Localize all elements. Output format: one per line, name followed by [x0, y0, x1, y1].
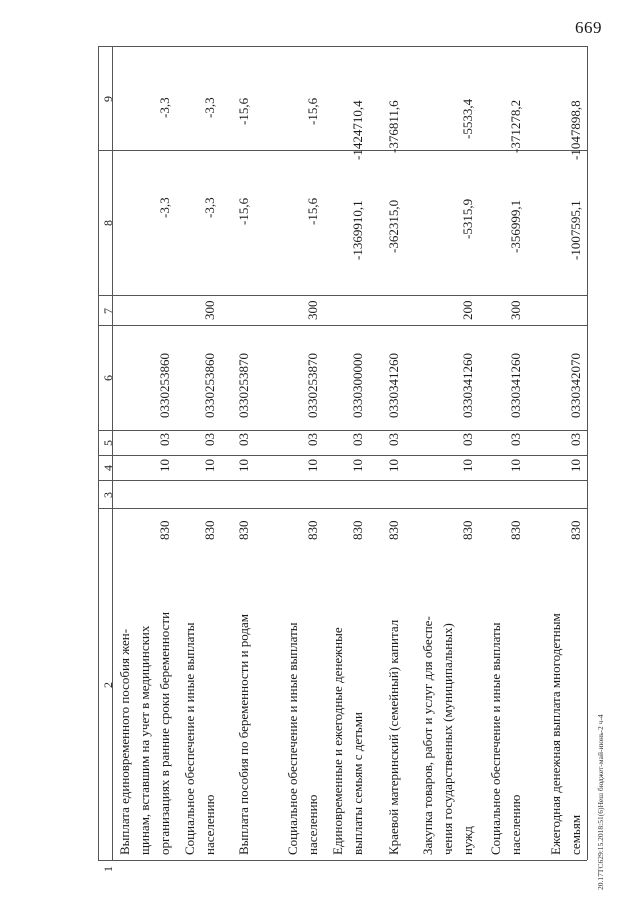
col6-value-text: 0330341260	[386, 353, 401, 418]
col4-value-text: 10	[305, 459, 320, 472]
col6-value-text: 0330300000	[350, 353, 365, 418]
col4-value-text: 10	[157, 459, 172, 472]
column-header-label: 9	[101, 96, 115, 102]
column-header-label: 8	[101, 220, 115, 226]
row-name-text: населению	[202, 794, 217, 855]
row-name-text: Выплата пособия по беременности и родам	[236, 613, 251, 855]
col4-value-text: 10	[568, 459, 583, 472]
row-name-text: чения государственных (муниципальных)	[440, 623, 455, 855]
column-border	[98, 325, 587, 326]
col3-value-text: 830	[236, 520, 251, 540]
column-border	[98, 508, 587, 509]
col4-value-text: 10	[386, 459, 401, 472]
column-border	[98, 430, 587, 431]
row-name-text: организациях в ранние сроки беременности	[157, 611, 172, 855]
col9-value-text: -3,3	[202, 97, 217, 118]
col4-value-text: 10	[508, 459, 523, 472]
col7-value-text: 300	[305, 300, 320, 320]
col3-value-text: 830	[386, 520, 401, 540]
page-number: 669	[575, 18, 602, 37]
col4-value-text: 10	[202, 459, 217, 472]
column-border	[98, 480, 587, 481]
col9-value-text: -15,6	[305, 97, 320, 125]
col9-value-text: -3,3	[157, 97, 172, 118]
col5-value-text: 03	[460, 433, 475, 446]
col8-value-text: -356999,1	[508, 199, 523, 253]
column-header-label: 4	[101, 465, 115, 471]
column-header-label: 3	[101, 492, 115, 498]
col4-value-text: 10	[350, 459, 365, 472]
col6-value-text: 0330341260	[460, 353, 475, 418]
col9-value-text: -5533,4	[460, 98, 475, 139]
column-header-label: 5	[101, 440, 115, 446]
col6-value-text: 0330342070	[568, 353, 583, 418]
col7-value-text: 300	[508, 300, 523, 320]
side-note-text: 20.17ТС629:15.2018:51(6)Неш бюджет-май-июнь-2 ч-4	[596, 714, 605, 890]
col5-value-text: 03	[236, 433, 251, 446]
col8-value-text: -362315,0	[386, 199, 401, 253]
col9-value-text: -376811,6	[386, 100, 401, 153]
row-name-text: выплаты семьям с детьми	[350, 712, 365, 855]
column-border	[98, 860, 587, 861]
col9-value-text: -1424710,4	[350, 100, 365, 160]
row-name-text: Ежегодная денежная выплата многодетным	[548, 613, 563, 855]
col5-value-text: 03	[350, 433, 365, 446]
column-header-label: 2	[101, 682, 115, 688]
row-name-text: щинам, вставшим на учет в медицинских	[137, 625, 152, 855]
col8-value-text: -15,6	[236, 197, 251, 225]
col5-value-text: 03	[386, 433, 401, 446]
row-name-text: населению	[305, 794, 320, 855]
col8-value-text: -5315,9	[460, 198, 475, 239]
col5-value-text: 03	[202, 433, 217, 446]
col6-value-text: 0330253870	[236, 353, 251, 418]
row-border	[112, 46, 113, 860]
col9-value-text: -15,6	[236, 97, 251, 125]
row-border	[587, 46, 588, 860]
row-name-text: населению	[508, 794, 523, 855]
col8-value-text: -1369910,1	[350, 200, 365, 260]
col3-value-text: 830	[460, 520, 475, 540]
col8-value-text: -1007595,1	[568, 200, 583, 260]
col3-value-text: 830	[508, 520, 523, 540]
row-name-text: Закупка товаров, работ и услуг для обеспе-	[420, 616, 435, 855]
col4-value-text: 10	[460, 459, 475, 472]
col3-value-text: 830	[350, 520, 365, 540]
col6-value-text: 0330253860	[202, 353, 217, 418]
header-border	[98, 46, 587, 47]
col5-value-text: 03	[568, 433, 583, 446]
col8-value-text: -3,3	[202, 197, 217, 218]
row-name-text: Выплата единовременного пособия жен-	[117, 628, 132, 855]
row-name-text: Социальное обеспечение и иные выплаты	[182, 622, 197, 855]
col3-value-text: 830	[157, 520, 172, 540]
col5-value-text: 03	[508, 433, 523, 446]
col8-value-text: -15,6	[305, 197, 320, 225]
row-name-text: Социальное обеспечение и иные выплаты	[285, 622, 300, 855]
column-border	[98, 295, 587, 296]
column-header-label: 7	[101, 308, 115, 314]
row-border	[98, 46, 99, 860]
col8-value-text: -3,3	[157, 197, 172, 218]
col6-value-text: 0330341260	[508, 353, 523, 418]
col9-value-text: -1047898,8	[568, 100, 583, 160]
col3-value-text: 830	[568, 520, 583, 540]
row-name-text: Единовременные и ежегодные денежные	[330, 627, 345, 855]
col7-value-text: 300	[202, 300, 217, 320]
col3-value-text: 830	[202, 520, 217, 540]
col3-value-text: 830	[305, 520, 320, 540]
col5-value-text: 03	[305, 433, 320, 446]
col7-value-text: 200	[460, 300, 475, 320]
column-border	[98, 455, 587, 456]
col9-value-text: -371278,2	[508, 99, 523, 153]
column-header-label: 1	[101, 866, 115, 872]
row-name-text: Социальное обеспечение и иные выплаты	[488, 622, 503, 855]
column-header-label: 6	[101, 375, 115, 381]
row-name-text: Краевой материнский (семейный) капитал	[386, 619, 401, 855]
col4-value-text: 10	[236, 459, 251, 472]
col5-value-text: 03	[157, 433, 172, 446]
col6-value-text: 0330253870	[305, 353, 320, 418]
col6-value-text: 0330253860	[157, 353, 172, 418]
row-name-text: семьям	[568, 814, 583, 855]
row-name-text: нужд	[460, 826, 475, 855]
